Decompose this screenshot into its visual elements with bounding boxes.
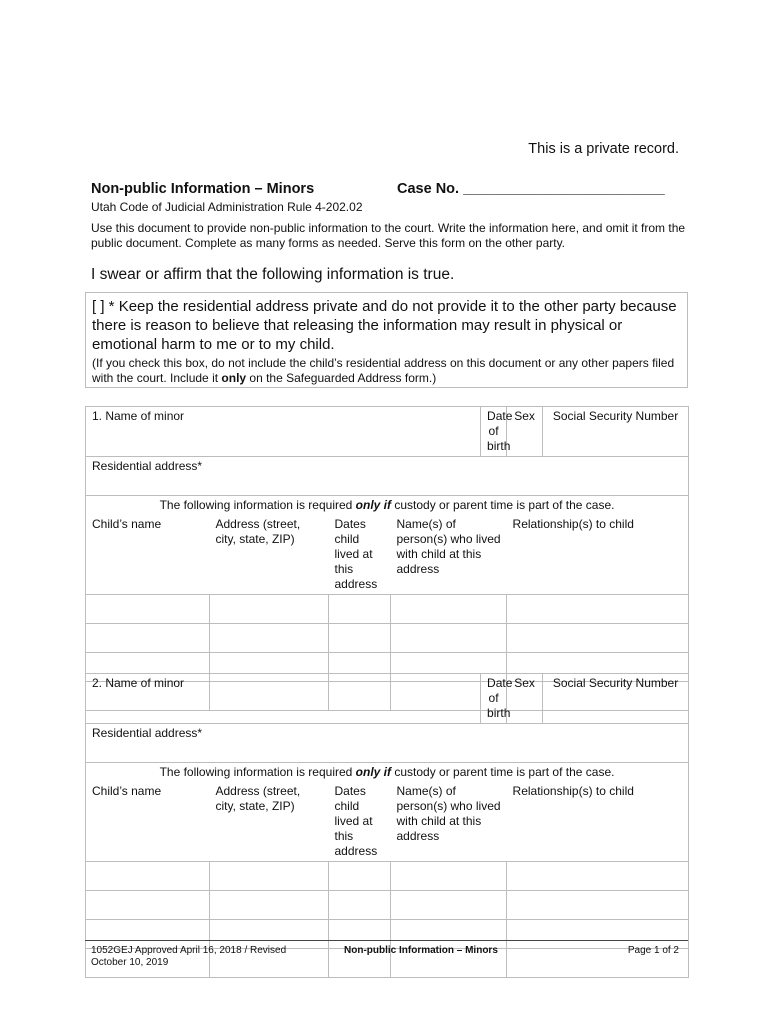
cell[interactable] bbox=[507, 891, 689, 920]
required-text: The following information is required bbox=[159, 765, 356, 779]
minor-table-1 bbox=[85, 406, 689, 711]
cell[interactable] bbox=[507, 862, 689, 891]
required-emphasis: only if bbox=[355, 765, 392, 779]
rule-reference: Utah Code of Judicial Administration Rule 4-202.02 bbox=[91, 200, 363, 214]
required-note bbox=[86, 763, 689, 783]
table-row bbox=[86, 595, 689, 624]
cell[interactable] bbox=[210, 891, 329, 920]
ssn-cell[interactable]: Social Security Number bbox=[543, 674, 689, 724]
cell[interactable] bbox=[210, 862, 329, 891]
minor-table-2 bbox=[85, 673, 689, 978]
cell[interactable] bbox=[210, 595, 329, 624]
cell[interactable] bbox=[210, 624, 329, 653]
sex-cell[interactable]: Sex bbox=[507, 674, 543, 724]
table-row bbox=[86, 862, 689, 891]
oath-statement: I swear or affirm that the following information is true. bbox=[91, 266, 455, 283]
footer-form-id: 1052GEJ Approved April 16, 2018 / Revised October 10, 2019 bbox=[91, 945, 287, 968]
residential-address-cell[interactable]: Residential address* bbox=[86, 724, 689, 763]
note-text-end: on the Safeguarded Address form.) bbox=[246, 371, 437, 385]
required-note bbox=[86, 496, 689, 516]
dob-label: Date of birth bbox=[487, 676, 513, 720]
cell[interactable] bbox=[507, 595, 689, 624]
instructions: Use this document to provide non-public information to the court. Write the information here, and omit it from the public document. Complete as many forms as needed. Serve this form on the other party. bbox=[91, 221, 686, 250]
cell[interactable] bbox=[329, 862, 391, 891]
ssn-cell[interactable]: Social Security Number bbox=[543, 407, 689, 457]
private-address-note bbox=[92, 356, 682, 386]
minor-name-cell[interactable]: 2. Name of minor bbox=[86, 674, 481, 724]
col-address: Address (street, city, state, ZIP) bbox=[210, 782, 329, 862]
required-text-end: custody or parent time is part of the case. bbox=[391, 498, 615, 512]
cell[interactable] bbox=[329, 624, 391, 653]
cell[interactable] bbox=[86, 891, 210, 920]
private-address-text: * Keep the residential address private and do not provide it to the other party because there is reason to believe that releasing the information may result in physical or emotional harm to me or to my child. bbox=[92, 298, 677, 353]
col-dates: Dates child lived at this address bbox=[329, 782, 391, 862]
form-title: Non-public Information – Minors bbox=[91, 181, 315, 197]
required-text-end: custody or parent time is part of the case. bbox=[391, 765, 615, 779]
private-address-statement bbox=[92, 297, 682, 354]
cell[interactable] bbox=[391, 862, 507, 891]
col-persons: Name(s) of person(s) who lived with child at this address bbox=[391, 782, 507, 862]
cell[interactable] bbox=[391, 595, 507, 624]
cell[interactable] bbox=[86, 862, 210, 891]
cell[interactable] bbox=[329, 891, 391, 920]
dob-cell[interactable] bbox=[481, 407, 513, 457]
dob-label: Date of birth bbox=[487, 409, 513, 453]
sex-cell[interactable]: Sex bbox=[507, 407, 543, 457]
case-number-field[interactable]: Case No. _________________________ bbox=[397, 181, 665, 197]
cell[interactable] bbox=[86, 595, 210, 624]
dob-cell[interactable] bbox=[481, 674, 513, 724]
col-relationship: Relationship(s) to child bbox=[507, 782, 689, 862]
col-relationship: Relationship(s) to child bbox=[507, 515, 689, 595]
note-emphasis: only bbox=[221, 371, 247, 385]
footer-title: Non-public Information – Minors bbox=[344, 945, 498, 956]
note-text: (If you check this box, do not include the child’s residential address on this document or any other papers filed with the court. Include it bbox=[92, 356, 675, 385]
col-child-name: Child’s name bbox=[86, 782, 210, 862]
private-record-notice: This is a private record. bbox=[528, 141, 679, 157]
cell[interactable] bbox=[329, 595, 391, 624]
minor-name-cell[interactable]: 1. Name of minor bbox=[86, 407, 481, 457]
col-child-name: Child’s name bbox=[86, 515, 210, 595]
table-row bbox=[86, 624, 689, 653]
required-emphasis: only if bbox=[355, 498, 392, 512]
required-text: The following information is required bbox=[159, 498, 356, 512]
private-address-checkbox[interactable]: [ ] bbox=[92, 298, 105, 315]
footer-divider bbox=[85, 940, 688, 941]
residential-address-cell[interactable]: Residential address* bbox=[86, 457, 689, 496]
private-address-box bbox=[85, 292, 688, 388]
cell[interactable] bbox=[507, 624, 689, 653]
cell[interactable] bbox=[391, 624, 507, 653]
cell[interactable] bbox=[391, 891, 507, 920]
table-row bbox=[86, 891, 689, 920]
col-address: Address (street, city, state, ZIP) bbox=[210, 515, 329, 595]
col-persons: Name(s) of person(s) who lived with child at this address bbox=[391, 515, 507, 595]
cell[interactable] bbox=[86, 624, 210, 653]
col-dates: Dates child lived at this address bbox=[329, 515, 391, 595]
footer-page-number: Page 1 of 2 bbox=[627, 945, 679, 956]
